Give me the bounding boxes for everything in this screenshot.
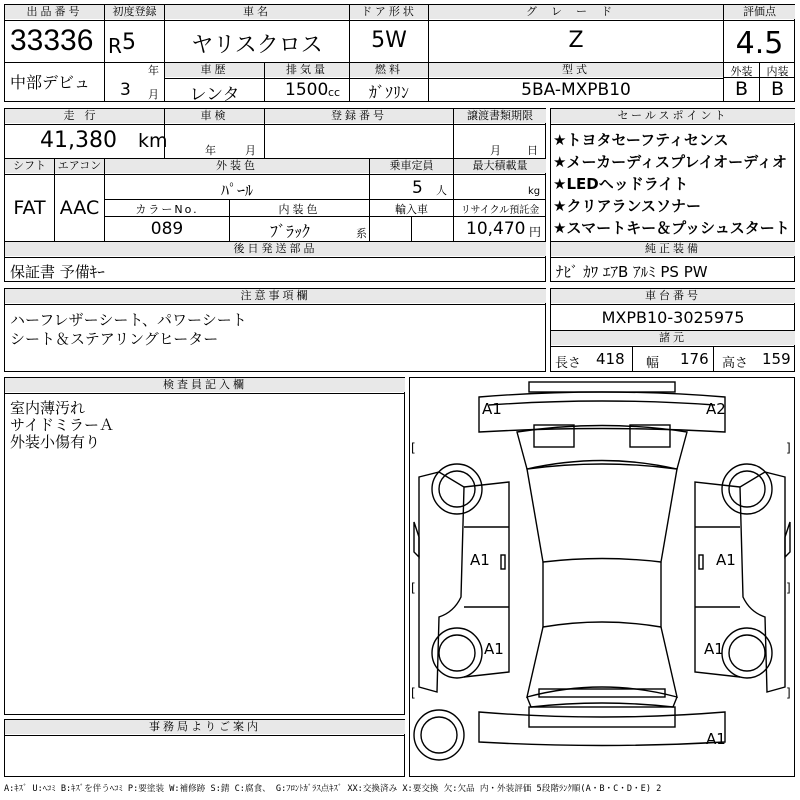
svg-text:[: [ [411, 441, 416, 455]
regno-label: 登録番号 [265, 109, 453, 123]
sales-label: セールスポイント [551, 109, 795, 123]
color-value: ﾊﾟｰﾙ [220, 181, 253, 200]
inspector-line: サイドミラーＡ [10, 416, 114, 434]
load-unit: kg [528, 186, 541, 197]
reg-era: R [108, 34, 122, 58]
equip-label: 純正装備 [551, 242, 795, 256]
legend-text: A:ｷｽﾞ U:ﾍｺﾐ B:ｷｽﾞを伴うﾍｺﾐ P:要塗装 W:補修跡 S:錆 C:腐食、 G:ﾌﾛﾝﾄｶﾞﾗｽ点ｷｽﾞ XX:交換済み X:要交換 欠:欠品 内・外装評価 5段階ﾗﾝｸ順(A・B・C・D・E) 2 [4, 784, 662, 794]
notes-label: 注意事項欄 [5, 289, 546, 303]
mileage-value: 41,380 [40, 128, 117, 153]
shift-value: FAT [13, 197, 46, 219]
sales-item: ★トヨタセーフティセンス [553, 131, 729, 149]
mileage-label: 走行 [5, 109, 164, 123]
recycle-unit: 円 [529, 225, 542, 239]
reg-month-unit: 月 [148, 88, 159, 101]
reg-label: 初度登録 [105, 5, 164, 19]
damage-mark: A1 [704, 640, 724, 658]
int-label: 内装 [766, 65, 789, 78]
score-value: 4.5 [735, 26, 784, 61]
inspection-label: 車検 [165, 109, 264, 123]
lot-number: 33336 [10, 24, 94, 57]
damage-mark: A1 [706, 730, 726, 748]
damage-mark: A1 [482, 400, 502, 418]
fuel-value: ｶﾞｿﾘﾝ [368, 83, 409, 102]
lot-note: 中部デビュ [10, 73, 91, 92]
inspection-year-unit: 年 [205, 144, 216, 157]
grade-label: グレード [429, 5, 723, 19]
recycle-value: 10,470 [466, 219, 526, 239]
width-label: 幅 [646, 356, 660, 371]
intcolor-label: 内装色 [278, 203, 321, 216]
inspector-line: 室内薄汚れ [10, 399, 86, 417]
intcolor-value: ﾌﾞﾗｯｸ [269, 222, 310, 241]
capacity-label: 乗車定員 [370, 159, 453, 173]
sales-item: ★スマートキー＆プッシュスタート [553, 219, 790, 237]
transfer-label: 譲渡書類期限 [454, 109, 546, 123]
car-diagram [409, 377, 795, 777]
length-value: 418 [596, 350, 625, 368]
chassis-value: MXPB10-3025975 [601, 308, 745, 327]
svg-text:]: ] [786, 441, 791, 455]
transfer-day-unit: 日 [527, 144, 538, 157]
ext-value: B [734, 78, 749, 100]
import-label: 輸入車 [395, 203, 428, 216]
height-label: 高さ [722, 356, 749, 371]
damage-mark: A2 [706, 400, 726, 418]
history-value: レンタ [189, 85, 240, 105]
width-value: 176 [680, 350, 709, 368]
colorno-label: カラーNo. [135, 203, 199, 216]
inspector-line: 外装小傷有り [10, 433, 101, 451]
mileage-unit: km [138, 130, 168, 152]
load-label: 最大積載量 [454, 159, 546, 173]
model-value: 5BA-MXPB10 [521, 80, 631, 100]
recycle-label: リサイクル預託金 [460, 205, 540, 216]
door-label: ドア形状 [350, 5, 428, 19]
int-value: B [770, 78, 785, 100]
later-label: 後日発送部品 [5, 242, 546, 256]
shift-label: シフト [5, 159, 54, 173]
damage-mark: A1 [484, 640, 504, 658]
ext-label: 外装 [730, 65, 753, 78]
color-label: 外装色 [105, 159, 369, 173]
svg-text:[: [ [411, 686, 416, 700]
later-value: 保証書 予備ｷｰ [10, 263, 105, 281]
fuel-label: 燃料 [350, 63, 428, 77]
displacement-unit: cc [328, 86, 341, 99]
door-value: 5W [371, 28, 407, 53]
sales-item: ★LEDヘッドライト [553, 175, 689, 193]
displacement-value: 1500 [285, 80, 329, 100]
lot-label: 出品番号 [5, 5, 104, 19]
transfer-month-unit: 月 [490, 144, 501, 157]
history-label: 車歴 [165, 63, 264, 77]
office-label: 事務局よりご案内 [5, 720, 405, 734]
ac-label: エアコン [55, 159, 104, 173]
svg-text:]: ] [786, 581, 791, 595]
inspector-label: 検査員記入欄 [5, 378, 405, 392]
length-label: 長さ [555, 356, 582, 371]
reg-year: 5 [122, 30, 136, 55]
damage-mark: A1 [470, 551, 490, 569]
grade-value: Z [568, 28, 584, 53]
sales-item: ★メーカーディスプレイオーディオ [553, 153, 787, 171]
damage-mark: A1 [716, 551, 736, 569]
ac-value: AAC [59, 197, 100, 219]
dims-label: 諸元 [551, 331, 795, 345]
reg-month: 3 [120, 80, 131, 100]
intcolor-unit: 系 [356, 227, 367, 240]
colorno-value: 089 [150, 219, 184, 239]
score-label: 評価点 [724, 5, 795, 19]
inspection-month-unit: 月 [245, 144, 256, 157]
notes-line: シート＆ステアリングヒーター [10, 330, 219, 348]
svg-text:]: ] [786, 686, 791, 700]
sales-item: ★クリアランスソナー [553, 197, 701, 215]
height-value: 159 [762, 350, 791, 368]
capacity-value: 5 [412, 178, 423, 198]
reg-year-unit: 年 [148, 64, 159, 77]
car-name-label: 車名 [165, 5, 349, 19]
displacement-label: 排気量 [265, 63, 349, 77]
model-label: 型式 [429, 63, 723, 77]
car-name: ヤリスクロス [191, 33, 323, 58]
notes-line: ハーフレザーシート、パワーシート [10, 311, 247, 329]
capacity-unit: 人 [436, 184, 447, 197]
equip-value: ﾅﾋﾞ ｶﾜ ｴｱB ｱﾙﾐ PS PW [556, 263, 708, 281]
svg-text:[: [ [411, 581, 416, 595]
chassis-label: 車台番号 [551, 289, 795, 303]
